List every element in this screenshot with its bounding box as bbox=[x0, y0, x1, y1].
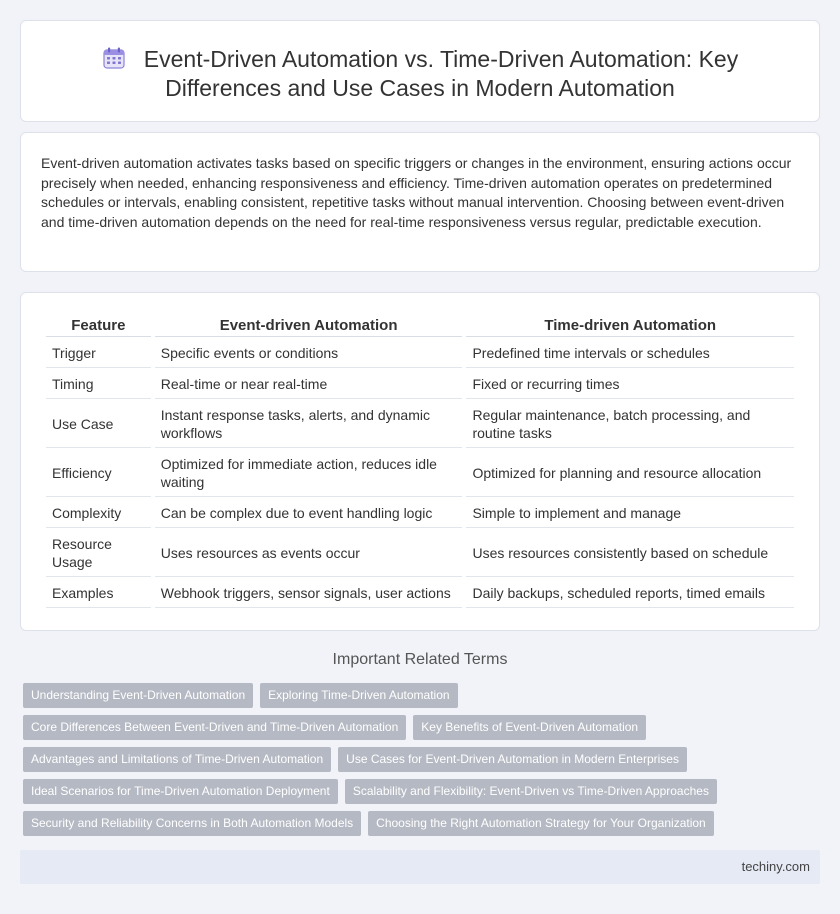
time-driven-cell: Regular maintenance, batch processing, and routine tasks bbox=[466, 401, 794, 448]
feature-cell: Trigger bbox=[46, 339, 151, 368]
feature-cell: Complexity bbox=[46, 499, 151, 528]
table-row bbox=[46, 339, 794, 368]
table-header-row bbox=[46, 315, 794, 337]
table-row bbox=[46, 370, 794, 399]
page-title bbox=[51, 45, 789, 103]
calendar-icon bbox=[102, 46, 126, 70]
event-driven-cell: Real-time or near real-time bbox=[155, 370, 463, 399]
related-term-link[interactable]: Security and Reliability Concerns in Both Automation Models bbox=[23, 811, 361, 836]
related-terms-list bbox=[23, 683, 823, 843]
footer bbox=[20, 850, 820, 884]
time-driven-cell: Uses resources consistently based on schedule bbox=[466, 530, 794, 577]
intro-paragraph: Event-driven automation activates tasks based on specific triggers or changes in the environment, ensuring actions occur precisely when needed, enhancing responsiveness and efficiency. Time-driven automation operates on predetermined schedules or intervals, enabling consistent, repetitive tasks without manual intervention. Choosing between event-driven and time-driven automation depends on the need for real-time responsiveness versus regular, predictable execution. bbox=[41, 155, 792, 230]
event-driven-cell: Specific events or conditions bbox=[155, 339, 463, 368]
related-term-link[interactable]: Understanding Event-Driven Automation bbox=[23, 683, 253, 708]
event-driven-cell: Uses resources as events occur bbox=[155, 530, 463, 577]
time-driven-cell: Simple to implement and manage bbox=[466, 499, 794, 528]
time-driven-cell: Optimized for planning and resource allocation bbox=[466, 450, 794, 497]
feature-cell: Resource Usage bbox=[46, 530, 151, 577]
related-term-link[interactable]: Choosing the Right Automation Strategy for Your Organization bbox=[368, 811, 714, 836]
comparison-table-card bbox=[20, 292, 820, 631]
header-time-driven: Time-driven Automation bbox=[466, 315, 794, 337]
feature-cell: Use Case bbox=[46, 401, 151, 448]
related-term-link[interactable]: Use Cases for Event-Driven Automation in Modern Enterprises bbox=[338, 747, 687, 772]
header-feature: Feature bbox=[46, 315, 151, 337]
related-term-link[interactable]: Advantages and Limitations of Time-Driven Automation bbox=[23, 747, 331, 772]
table-row bbox=[46, 499, 794, 528]
time-driven-cell: Daily backups, scheduled reports, timed emails bbox=[466, 579, 794, 608]
related-term-link[interactable]: Ideal Scenarios for Time-Driven Automation Deployment bbox=[23, 779, 338, 804]
event-driven-cell: Can be complex due to event handling logic bbox=[155, 499, 463, 528]
intro-card bbox=[20, 132, 820, 272]
title-card bbox=[20, 20, 820, 122]
event-driven-cell: Webhook triggers, sensor signals, user actions bbox=[155, 579, 463, 608]
table-row bbox=[46, 450, 794, 497]
event-driven-cell: Optimized for immediate action, reduces idle waiting bbox=[155, 450, 463, 497]
related-term-link[interactable]: Core Differences Between Event-Driven and Time-Driven Automation bbox=[23, 715, 406, 740]
feature-cell: Timing bbox=[46, 370, 151, 399]
comparison-table bbox=[42, 313, 798, 610]
footer-site-name: techiny.com bbox=[741, 859, 810, 874]
table-row bbox=[46, 401, 794, 448]
related-terms-heading: Important Related Terms bbox=[332, 651, 508, 668]
table-row bbox=[46, 579, 794, 608]
header-event-driven: Event-driven Automation bbox=[155, 315, 463, 337]
related-term-link[interactable]: Scalability and Flexibility: Event-Driven vs Time-Driven Approaches bbox=[345, 779, 717, 804]
table-row bbox=[46, 530, 794, 577]
feature-cell: Efficiency bbox=[46, 450, 151, 497]
feature-cell: Examples bbox=[46, 579, 151, 608]
related-term-link[interactable]: Key Benefits of Event-Driven Automation bbox=[413, 715, 646, 740]
time-driven-cell: Predefined time intervals or schedules bbox=[466, 339, 794, 368]
related-term-link[interactable]: Exploring Time-Driven Automation bbox=[260, 683, 457, 708]
event-driven-cell: Instant response tasks, alerts, and dynamic workflows bbox=[155, 401, 463, 448]
time-driven-cell: Fixed or recurring times bbox=[466, 370, 794, 399]
page-title-text: Event-Driven Automation vs. Time-Driven Automation: Key Differences and Use Cases in Modern Automation bbox=[143, 46, 739, 101]
